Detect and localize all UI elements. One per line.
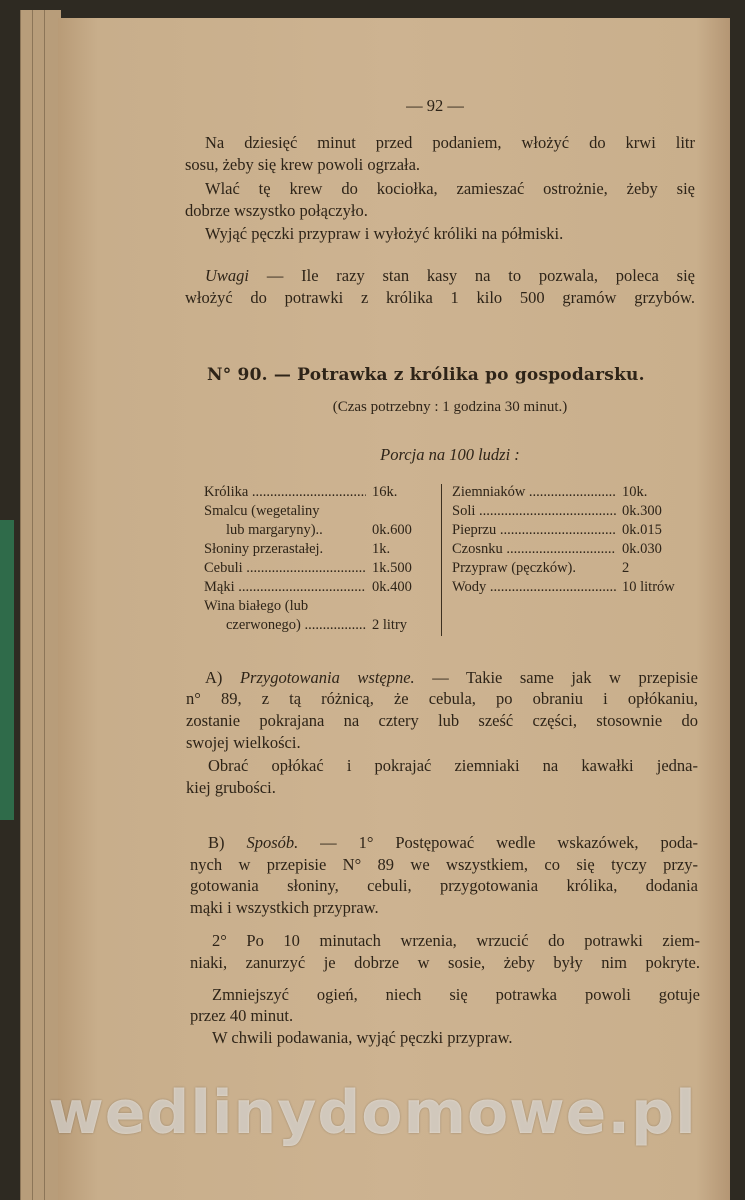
background-strip xyxy=(0,520,14,820)
ingredient-row xyxy=(452,521,684,540)
ingredient-name: Pieprzu ..... xyxy=(452,521,616,540)
text-line: 2° Po 10 minutach wrzenia, wrzucić do potrawki ziem- xyxy=(212,931,700,950)
ingredient-row xyxy=(452,578,684,597)
ingredient-qty: 1k. xyxy=(372,541,391,557)
ingredient-row xyxy=(204,597,434,616)
text-line: Zmniejszyć ogień, niech się potrawka powoli gotuje xyxy=(212,985,700,1004)
text-line: sosu, żeby się krew powoli ogrzała. xyxy=(185,155,421,174)
recipe-time: (Czas potrzebny : 1 godzina 30 minut.) xyxy=(332,399,568,415)
text-line: zostanie pokrajana na cztery lub sześć części, stosownie do xyxy=(186,711,698,730)
ingredient-name: Smalcu (wegetaliny xyxy=(204,503,320,519)
ingredient-qty: 0k.300 xyxy=(622,503,662,519)
text-line: gotowania słoniny, cebuli, przygotowania królika, dodania xyxy=(190,876,698,895)
note-line xyxy=(205,266,695,285)
section-title: Przygotowania wstępne. xyxy=(239,668,415,687)
ingredient-qty: 10 litrów xyxy=(622,579,675,595)
text-line xyxy=(208,833,698,852)
ingredient-qty xyxy=(366,597,434,616)
text-line: dobrze wszystko połączyło. xyxy=(185,201,368,220)
recipe-number: N° 90. xyxy=(207,365,268,385)
text-line: Wlać tę krew do kociołka, zamieszać ostrożnie, żeby się xyxy=(205,179,695,198)
ingredient-qty: 0k.400 xyxy=(372,579,412,595)
ingredient-name: Mąki ..... xyxy=(204,578,366,597)
text-line: Na dziesięć minut przed podaniem, włożyć do krwi litr xyxy=(205,133,695,152)
ingredient-qty: 2 litry xyxy=(372,617,408,633)
ingredient-qty: 1k.500 xyxy=(372,560,412,576)
section-title: Sposób. xyxy=(246,833,299,852)
section-label: B) xyxy=(208,833,247,852)
ingredient-qty xyxy=(366,502,434,521)
section-text: — 1° Postępować wedle wskazówek, poda- xyxy=(298,833,698,852)
ingredient-qty: 0k.600 xyxy=(372,522,412,538)
column-divider xyxy=(441,484,442,636)
note-label: Uwagi xyxy=(205,266,250,285)
recipe-title xyxy=(207,366,645,385)
page-number: — 92 — xyxy=(406,96,464,115)
portion-heading xyxy=(300,445,600,464)
ingredient-name: lub margaryny).. xyxy=(226,522,323,538)
text-line: przez 40 minut. xyxy=(190,1006,294,1025)
text-line: mąki i wszystkich przypraw. xyxy=(190,898,379,917)
text-line: kiej grubości. xyxy=(186,778,276,797)
ingredient-row xyxy=(204,578,434,597)
ingredient-name: Przypraw (pęczków). xyxy=(452,560,577,576)
ingredient-qty: 0k.015 xyxy=(622,522,662,538)
ingredient-name: Cebuli ..... xyxy=(204,559,366,578)
ingredient-row xyxy=(204,559,434,578)
recipe-name: — Potrawka z królika po gospodarsku. xyxy=(267,365,645,385)
ingredients-left xyxy=(204,483,434,635)
text-line: Obrać opłókać i pokrajać ziemniaki na kawałki jedna- xyxy=(208,756,698,775)
ingredient-name: Ziemniaków ..... xyxy=(452,483,616,502)
text-line: swojej wielkości. xyxy=(186,733,301,752)
ingredient-name: czerwonego) ..... xyxy=(204,616,366,635)
ingredient-row xyxy=(204,502,434,521)
text-line: niaki, zanurzyć je dobrze w sosie, żeby były nim pokryte. xyxy=(190,953,700,972)
ingredient-row xyxy=(452,540,684,559)
ingredient-row xyxy=(452,483,684,502)
note-text: — Ile razy stan kasy na to pozwala, poleca się xyxy=(249,266,695,285)
section-text: — Takie same jak w przepisie xyxy=(414,668,698,687)
ingredient-qty: 2 xyxy=(622,560,630,576)
text-line: nych w przepisie N° 89 we wszystkiem, co się tyczy przy- xyxy=(190,855,698,874)
ingredient-qty: 16k. xyxy=(372,484,398,500)
ingredient-name: Królika ..... xyxy=(204,483,366,502)
text-line xyxy=(205,668,698,687)
ingredient-qty: 0k.030 xyxy=(622,541,662,557)
ingredient-row xyxy=(204,540,434,559)
ingredient-row xyxy=(204,616,434,635)
ingredient-name: Czosnku ..... xyxy=(452,540,616,559)
text-line: Wyjąć pęczki przypraw i wyłożyć króliki na półmiski. xyxy=(205,224,564,243)
section-label: A) xyxy=(205,668,240,687)
watermark: wedlinydomowe.pl xyxy=(48,1078,697,1148)
ingredient-row xyxy=(452,502,684,521)
note-line: włożyć do potrawki z królika 1 kilo 500 gramów grzybów. xyxy=(185,288,695,307)
ingredient-row xyxy=(204,483,434,502)
ingredient-name: Słoniny przerastałej. xyxy=(204,541,324,557)
ingredient-qty: 10k. xyxy=(622,484,648,500)
text-line: n° 89, z tą różnicą, że cebula, po obraniu i opłókaniu, xyxy=(186,689,698,708)
text-line: W chwili podawania, wyjąć pęczki przypraw. xyxy=(212,1028,513,1047)
ingredient-name: Wody ..... xyxy=(452,578,616,597)
ingredient-name: Soli ..... xyxy=(452,502,616,521)
ingredient-name: Wina białego (lub xyxy=(204,598,309,614)
portion-text: Porcja na 100 ludzi : xyxy=(380,445,520,464)
ingredient-row xyxy=(452,559,684,578)
ingredients-right xyxy=(452,483,684,597)
ingredient-row xyxy=(204,521,434,540)
